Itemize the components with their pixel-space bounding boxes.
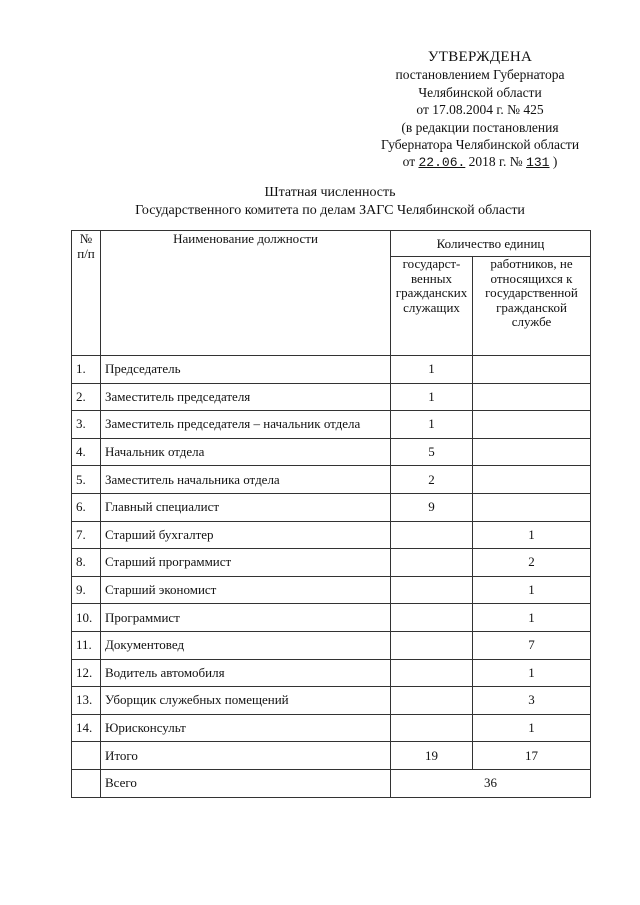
staffing-table [71, 230, 591, 798]
header-noncivil: работников, не относящихся к государственной гражданской службе [473, 257, 591, 356]
row-num: 2. [72, 383, 101, 411]
title-line-1: Штатная численность [264, 185, 396, 200]
amendment-prefix: от [402, 154, 416, 170]
row-position-name: Уборщик служебных помещений [101, 687, 391, 715]
document-title [70, 184, 590, 220]
row-num: 5. [72, 466, 101, 494]
row-num: 1. [72, 356, 101, 384]
row-noncivil-count: 1 [473, 576, 591, 604]
table-row [72, 549, 591, 577]
row-noncivil-count [473, 411, 591, 439]
total-num [72, 742, 101, 770]
table-row [72, 383, 591, 411]
grand-total-num [72, 769, 101, 797]
row-num: 14. [72, 714, 101, 742]
row-noncivil-count: 7 [473, 631, 591, 659]
row-civil-count [391, 549, 473, 577]
row-num: 9. [72, 576, 101, 604]
row-civil-count: 1 [391, 411, 473, 439]
row-civil-count [391, 687, 473, 715]
row-position-name: Старший бухгалтер [101, 521, 391, 549]
header-civil: государст-венных гражданских служащих [391, 257, 473, 356]
row-position-name: Программист [101, 604, 391, 632]
row-noncivil-count [473, 356, 591, 384]
row-civil-count: 1 [391, 383, 473, 411]
title-line-2: Государственного комитета по делам ЗАГС Челябинской области [135, 203, 525, 218]
table-row [72, 356, 591, 384]
header-quantity: Количество единиц [391, 231, 591, 257]
table-row [72, 659, 591, 687]
row-num: 6. [72, 493, 101, 521]
row-position-name: Старший программист [101, 549, 391, 577]
row-civil-count: 2 [391, 466, 473, 494]
row-num: 4. [72, 438, 101, 466]
total-civil: 19 [391, 742, 473, 770]
row-civil-count [391, 631, 473, 659]
amendment-line [330, 153, 630, 171]
row-num: 12. [72, 659, 101, 687]
row-num: 11. [72, 631, 101, 659]
row-civil-count [391, 604, 473, 632]
approval-line: от 17.08.2004 г. № 425 [416, 102, 544, 118]
table-row [72, 631, 591, 659]
row-position-name: Заместитель начальника отдела [101, 466, 391, 494]
row-position-name: Начальник отдела [101, 438, 391, 466]
total-noncivil: 17 [473, 742, 591, 770]
table-row [72, 521, 591, 549]
row-position-name: Заместитель председателя [101, 383, 391, 411]
row-civil-count: 1 [391, 356, 473, 384]
approval-heading: УТВЕРЖДЕНА [427, 49, 533, 65]
amendment-mid: 2018 г. № [468, 154, 523, 170]
row-num: 13. [72, 687, 101, 715]
table-row [72, 604, 591, 632]
table-row [72, 438, 591, 466]
row-position-name: Водитель автомобиля [101, 659, 391, 687]
row-position-name: Главный специалист [101, 493, 391, 521]
amendment-date: 22.06. [418, 155, 466, 171]
header-num: № п/п [72, 231, 101, 356]
row-num: 10. [72, 604, 101, 632]
approval-line: (в редакции постановления [401, 119, 559, 135]
row-noncivil-count: 1 [473, 604, 591, 632]
approval-line: постановлением Губернатора [395, 67, 565, 83]
row-civil-count [391, 521, 473, 549]
row-num: 3. [72, 411, 101, 439]
grand-total-label: Всего [101, 769, 391, 797]
row-civil-count [391, 576, 473, 604]
row-position-name: Документовед [101, 631, 391, 659]
table-row [72, 714, 591, 742]
approval-stamp [330, 49, 630, 172]
row-noncivil-count: 3 [473, 687, 591, 715]
grand-total-value: 36 [391, 769, 591, 797]
table-row [72, 576, 591, 604]
row-noncivil-count [473, 466, 591, 494]
approval-line: Челябинской области [418, 84, 542, 100]
row-noncivil-count: 2 [473, 549, 591, 577]
row-position-name: Старший экономист [101, 576, 391, 604]
total-label: Итого [101, 742, 391, 770]
row-position-name: Заместитель председателя – начальник отдела [101, 411, 391, 439]
row-civil-count: 5 [391, 438, 473, 466]
row-position-name: Юрисконсульт [101, 714, 391, 742]
row-position-name: Председатель [101, 356, 391, 384]
table-row [72, 466, 591, 494]
table-row [72, 687, 591, 715]
row-num: 8. [72, 549, 101, 577]
row-civil-count: 9 [391, 493, 473, 521]
row-noncivil-count: 1 [473, 521, 591, 549]
amendment-number: 131 [526, 155, 550, 171]
row-noncivil-count [473, 438, 591, 466]
row-noncivil-count: 1 [473, 659, 591, 687]
row-num: 7. [72, 521, 101, 549]
row-noncivil-count [473, 493, 591, 521]
row-noncivil-count [473, 383, 591, 411]
table-row [72, 493, 591, 521]
table-row [72, 411, 591, 439]
row-civil-count [391, 714, 473, 742]
row-noncivil-count: 1 [473, 714, 591, 742]
amendment-suffix: ) [552, 154, 558, 170]
approval-line: Губернатора Челябинской области [380, 137, 580, 153]
row-civil-count [391, 659, 473, 687]
header-name: Наименование должности [101, 231, 391, 356]
